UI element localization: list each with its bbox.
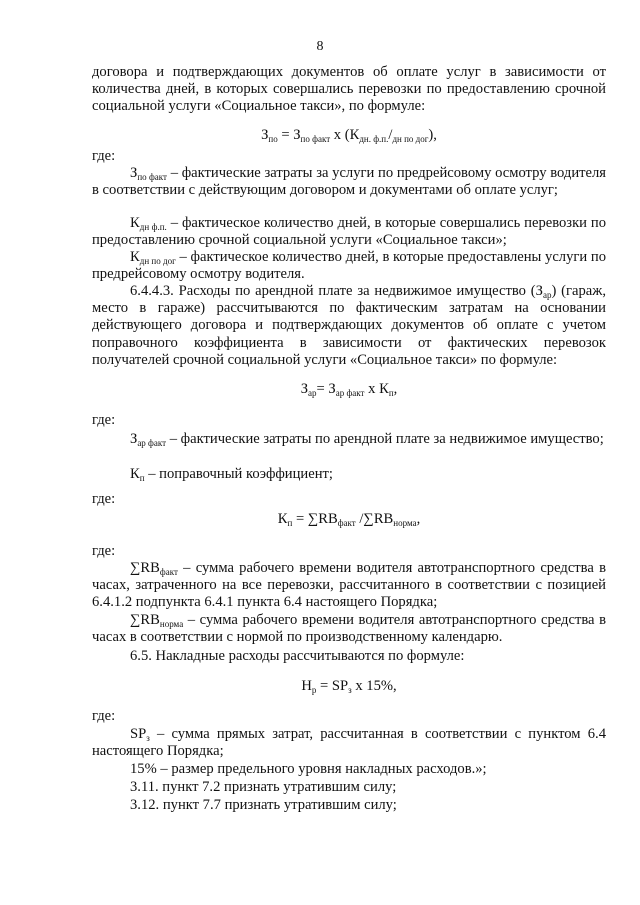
definition-rb-norma: $\sum RB_{норма}$ – сумма рабочего времени водителя автотранспортного средства в часах в соответствии с нормой по производственному календарю.	[92, 612, 606, 646]
definition-k-p: $К_п$ – поправочный коэффициент;	[130, 466, 333, 483]
where-label-3: где:	[92, 491, 116, 507]
formula-1: $З_{по} = З_{по факт}$ х $(К_{дн. ф.п.}/_{дн по дог})$,	[261, 127, 437, 144]
formula-2: $З_{ар}= З_{ар факт}$ х $К_п$,	[300, 381, 398, 398]
where-label-5: где:	[92, 708, 116, 724]
definition-k-dn-po-dog: $К_{дн по дог}$ – фактическое количество дней, в которые предоставлены услуги по предрейсовому осмотру водителя.	[92, 249, 606, 283]
definition-k-dn-fp: $К_{дн ф.п.}$ – фактическое количество дней, в которые совершались перевозки по предоставлению срочной социальной услуги «Социальное такси»;	[92, 215, 607, 249]
definition-15-percent: 15% – размер предельного уровня накладных расходов.»;	[130, 761, 487, 777]
where-label-1: где:	[92, 148, 116, 164]
formula-3: $К_п = \sum RB_{факт}$ $/\sum RB_{норма}$,	[277, 511, 421, 528]
definition-rb-fakt: $\sum RB_{факт}$ – сумма рабочего времени водителя автотранспортного средства в часах, затраченного на все перевозки, рассчитанного в соответствии с позицией 6.4.1.2 подпункта 6.4.1 пункта 6.4 настоящего Порядка;	[92, 560, 606, 611]
where-label-2: где:	[92, 412, 116, 428]
paragraph-6-5: 6.5. Накладные расходы рассчитываются по формуле:	[130, 648, 465, 664]
formula-4: $Н_р = SP_з$ х 15%,	[301, 678, 397, 695]
definition-z-po-fakt: $З_{по факт}$ – фактические затраты за услуги по предрейсовому осмотру водителя в соответствии с действующим договором и документами об оплате услуг;	[92, 165, 606, 199]
paragraph-6-4-4-3: 6.4.4.3. Расходы по арендной плате за недвижимое имущество $(З_{ар})$ (гараж, место в гараже) рассчитываются по фактическим затратам на основании действующего договора и подтверждающих документов об оплате с учетом поправочного коэффициента в зависимости от фактических перевозок получателей срочной социальной услуги «Социальное такси» по формуле:	[92, 283, 606, 368]
intro-paragraph: договора и подтверждающих документов об оплате услуг в зависимости от количества дней, в которых совершались перевозки по предоставлению срочной социальной услуги «Социальное такси», по формуле:	[92, 64, 606, 115]
paragraph-3-11: 3.11. пункт 7.2 признать утратившим силу;	[130, 779, 397, 795]
definition-sp-z: $SP_з$ – сумма прямых затрат, рассчитанная в соответствии с пунктом 6.4 настоящего Порядка;	[92, 726, 606, 760]
where-label-4: где:	[92, 543, 116, 559]
definition-z-ar-fakt: $З_{ар факт}$ – фактические затраты по арендной плате за недвижимое имущество;	[130, 431, 604, 448]
paragraph-3-12: 3.12. пункт 7.7 признать утратившим силу;	[130, 797, 397, 813]
page-number: 8	[316, 39, 324, 54]
